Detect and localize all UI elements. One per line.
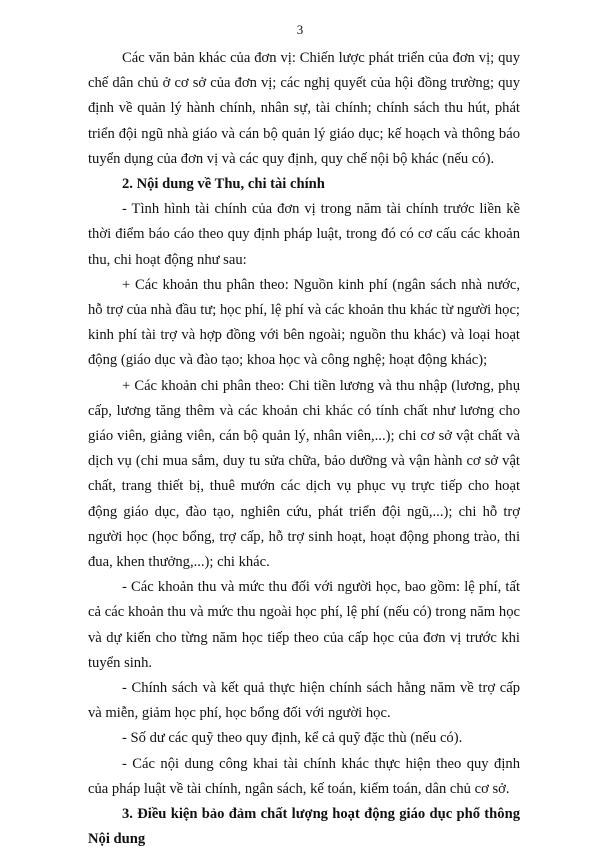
heading-quality-conditions: 3. Điều kiện bảo đảm chất lượng hoạt động giáo dục phổ thông Nội dung <box>88 806 520 848</box>
paragraph-other-documents: Các văn bản khác của đơn vị: Chiến lược phát triển của đơn vị; quy chế dân chủ ở cơ sở của đơn vị; các nghị quyết của hội đồng trường; quy định về quản lý hành chính, nhân sự, tài chính; chính sách thu hút, phát triển đội ngũ nhà giáo và cán bộ quản lý giáo dục; kế hoạch và thông báo tuyển dụng của đơn vị và các quy định, quy chế nội bộ khác (nếu có). <box>88 50 520 167</box>
paragraph-expenditure-items: + Các khoản chi phân theo: Chi tiền lương và thu nhập (lương, phụ cấp, lương tăng thêm và các khoản chi khác có tính chất như lương cho giáo viên, giảng viên, cán bộ quản lý, nhân viên,...); chi cơ sở vật chất và dịch vụ (chi mua sắm, duy tu sửa chữa, bảo dưỡng và vận hành cơ sở vật chất, trang thiết bị, thuê mướn các dịch vụ phục vụ trực tiếp cho hoạt động giáo dục, đào tạo, nghiên cứu, phát triển đội ngũ,...); chi hỗ trợ người học (học bổng, trợ cấp, hỗ trợ sinh hoạt, hoạt động phong trào, thi đua, khen thưởng,...); chi khác. <box>88 377 520 571</box>
page-number: 3 <box>296 22 304 37</box>
paragraph-other-disclosures: - Các nội dung công khai tài chính khác thực hiện theo quy định của pháp luật về tài chính, ngân sách, kế toán, kiểm toán, dân chủ cơ sở. <box>88 755 520 797</box>
paragraph-fund-balances: - Số dư các quỹ theo quy định, kể cả quỹ đặc thù (nếu có). <box>122 730 463 747</box>
paragraph-tuition-policy: - Chính sách và kết quả thực hiện chính sách hằng năm về trợ cấp và miễn, giảm học phí, học bổng đối với người học. <box>88 680 520 722</box>
heading-revenue-expenditure: 2. Nội dung về Thu, chi tài chính <box>122 176 325 193</box>
paragraph-financial-situation: - Tình hình tài chính của đơn vị trong năm tài chính trước liền kề thời điểm báo cáo theo quy định pháp luật, trong đó có cơ cấu các khoản thu, chi hoạt động như sau: <box>88 201 520 268</box>
document-body <box>88 46 520 853</box>
paragraph-revenue-items: + Các khoản thu phân theo: Nguồn kinh phí (ngân sách nhà nước, hỗ trợ của nhà đầu tư; học phí, lệ phí và các khoản thu khác từ người học; kinh phí tài trợ và hợp đồng với bên ngoài; nguồn thu khác) và loại hoạt động (giáo dục và đào tạo; khoa học và công nghệ; hoạt động khác); <box>88 276 520 369</box>
paragraph-student-fees: - Các khoản thu và mức thu đối với người học, bao gồm: lệ phí, tất cả các khoản thu và mức thu ngoài học phí, lệ phí (nếu có) trong năm học và dự kiến cho từng năm học tiếp theo của cấp học của đơn vị trước khi tuyển sinh. <box>88 579 520 671</box>
